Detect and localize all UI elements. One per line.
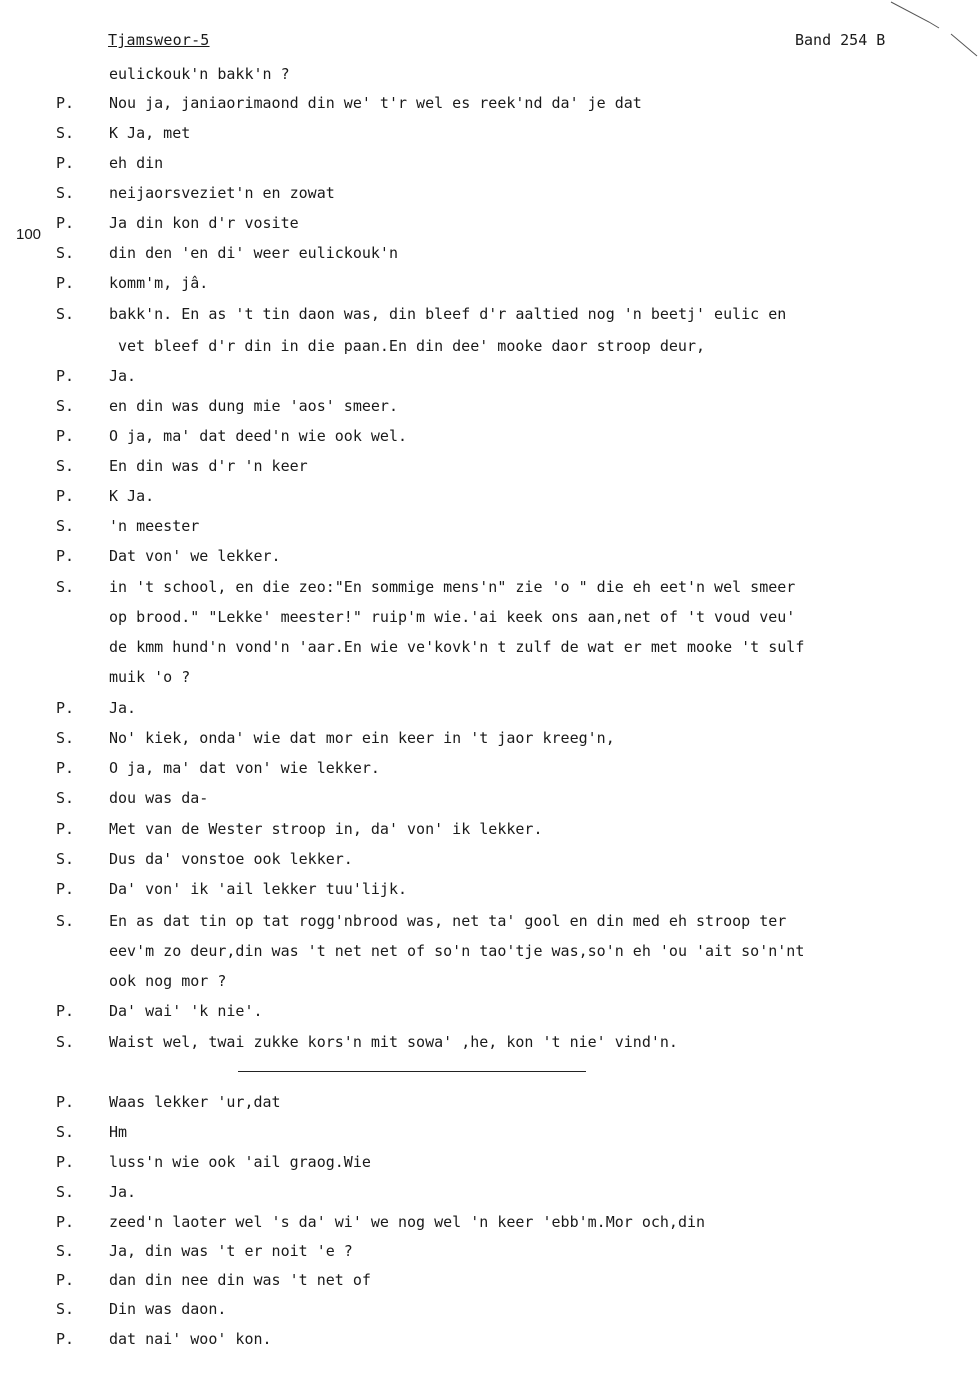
transcript-line [0,662,979,692]
transcript-line [0,1265,979,1295]
speaker-label: S. [56,578,75,596]
transcript-line [0,208,979,238]
speaker-label: S. [56,1033,75,1051]
speaker-label: S. [56,517,75,535]
transcript-line [0,1027,979,1057]
transcript-line [0,602,979,632]
band-label: Band 254 B [795,31,886,49]
speaker-label: S. [56,1300,75,1318]
line-text: Dus da' vonstoe ook lekker. [109,850,353,868]
line-text: Waas lekker 'ur,dat [109,1093,281,1111]
line-text: komm'm, jâ. [109,274,209,292]
transcript-line [0,753,979,783]
speaker-label: P. [56,880,75,898]
speaker-label: P. [56,367,75,385]
speaker-label: S. [56,1242,75,1260]
speaker-label: P. [56,427,75,445]
speaker-label: S. [56,1183,75,1201]
speaker-label: S. [56,244,75,262]
line-text: O ja, ma' dat deed'n wie ook wel. [109,427,408,445]
speaker-label: P. [56,759,75,777]
line-text: muik 'o ? [109,668,191,686]
transcript-line [0,421,979,451]
line-text: O ja, ma' dat von' wie lekker. [109,759,380,777]
line-text: K Ja. [109,487,155,505]
speaker-label: P. [56,1271,75,1289]
speaker-label: P. [56,274,75,292]
document-title: Tjamsweor-5 [108,31,210,49]
transcript-line [0,906,979,936]
transcript-line [0,996,979,1026]
transcript-line [0,966,979,996]
line-text: En as dat tin op tat rogg'nbrood was, net ta' gool en din med eh stroop ter [109,912,787,930]
transcript-line [0,1087,979,1117]
transcript-line [0,511,979,541]
line-counter: 100 [16,226,42,243]
transcript-line [0,178,979,208]
line-text: Waist wel, twai zukke kors'n mit sowa' ,he, kon 't nie' vind'n. [109,1033,678,1051]
transcript-line [0,723,979,753]
speaker-label: S. [56,397,75,415]
line-text: Ja. [109,699,137,717]
line-text: eulickouk'n bakk'n ? [109,65,290,83]
line-text: din den 'en di' weer eulickouk'n [109,244,398,262]
speaker-label: P. [56,487,75,505]
transcript-line [0,268,979,298]
line-text: 'n meester [109,517,200,535]
line-text: in 't school, en die zeo:"En sommige mens'n" zie 'o " die eh eet'n wel smeer [109,578,796,596]
transcript-line [0,572,979,602]
line-text: dat nai' woo' kon. [109,1330,272,1348]
line-text: Nou ja, janiaorimaond din we' t'r wel es reek'nd da' je dat [109,94,642,112]
speaker-label: P. [56,154,75,172]
transcript-line [0,693,979,723]
line-text: eh din [109,154,164,172]
transcript-line [0,299,979,329]
transcript-line [0,331,979,361]
line-text: neijaorsveziet'n en zowat [109,184,335,202]
line-text: en din was dung mie 'aos' smeer. [109,397,398,415]
section-divider [238,1071,586,1072]
line-text: dou was da- [109,789,209,807]
transcript-line [0,361,979,391]
transcript-line [0,814,979,844]
transcript-line [0,541,979,571]
speaker-label: S. [56,789,75,807]
transcript-line [0,238,979,268]
transcript-line [0,844,979,874]
transcript-line [0,1294,979,1324]
line-text: Ja din kon d'r vosite [109,214,299,232]
line-text: K Ja, met [109,124,191,142]
line-text: En din was d'r 'n keer [109,457,308,475]
transcript-line [0,481,979,511]
transcript-line [0,1324,979,1354]
transcript-line [0,632,979,662]
speaker-label: S. [56,1123,75,1141]
line-text: vet bleef d'r din in die paan.En din dee' mooke daor stroop deur, [118,337,705,355]
line-text: Dat von' we lekker. [109,547,281,565]
transcript-line [0,1117,979,1147]
transcript-line [0,1177,979,1207]
speaker-label: P. [56,94,75,112]
speaker-label: S. [56,184,75,202]
transcript-line [0,118,979,148]
speaker-label: P. [56,820,75,838]
line-text: Da' wai' 'k nie'. [109,1002,263,1020]
transcript-line [0,783,979,813]
speaker-label: P. [56,547,75,565]
line-text: Ja. [109,367,137,385]
line-text: op brood." "Lekke' meester!" ruip'm wie.'ai keek ons aan,net of 't voud veu' [109,608,796,626]
transcript-line [0,1147,979,1177]
transcript-line [0,59,979,89]
line-text: zeed'n laoter wel 's da' wi' we nog wel 'n keer 'ebb'm.Mor och,din [109,1213,706,1231]
transcript-line [0,451,979,481]
line-text: Ja, din was 't er noit 'e ? [109,1242,353,1260]
line-text: de kmm hund'n vond'n 'aar.En wie ve'kovk'n t zulf de wat er met mooke 't sulf [109,638,805,656]
speaker-label: S. [56,850,75,868]
line-text: Ja. [109,1183,137,1201]
speaker-label: P. [56,1093,75,1111]
speaker-label: P. [56,1153,75,1171]
speaker-label: S. [56,729,75,747]
line-text: bakk'n. En as 't tin daon was, din bleef d'r aaltied nog 'n beetj' eulic en [109,305,787,323]
transcript-line [0,936,979,966]
speaker-label: P. [56,1002,75,1020]
line-text: luss'n wie ook 'ail graog.Wie [109,1153,371,1171]
transcript-line [0,391,979,421]
speaker-label: P. [56,699,75,717]
line-text: Da' von' ik 'ail lekker tuu'lijk. [109,880,408,898]
transcript-line [0,1207,979,1237]
transcript-line [0,88,979,118]
line-text: ook nog mor ? [109,972,227,990]
line-text: dan din nee din was 't net of [109,1271,371,1289]
line-text: No' kiek, onda' wie dat mor ein keer in 't jaor kreeg'n, [109,729,615,747]
speaker-label: S. [56,457,75,475]
speaker-label: S. [56,124,75,142]
line-text: eev'm zo deur,din was 't net net of so'n tao'tje was,so'n eh 'ou 'ait so'n'nt [109,942,805,960]
transcript-line [0,148,979,178]
speaker-label: S. [56,912,75,930]
line-text: Hm [109,1123,128,1141]
line-text: Met van de Wester stroop in, da' von' ik lekker. [109,820,543,838]
speaker-label: P. [56,1213,75,1231]
line-text: Din was daon. [109,1300,227,1318]
speaker-label: P. [56,214,75,232]
transcript-line [0,874,979,904]
transcript-line [0,1236,979,1266]
speaker-label: P. [56,1330,75,1348]
speaker-label: S. [56,305,75,323]
